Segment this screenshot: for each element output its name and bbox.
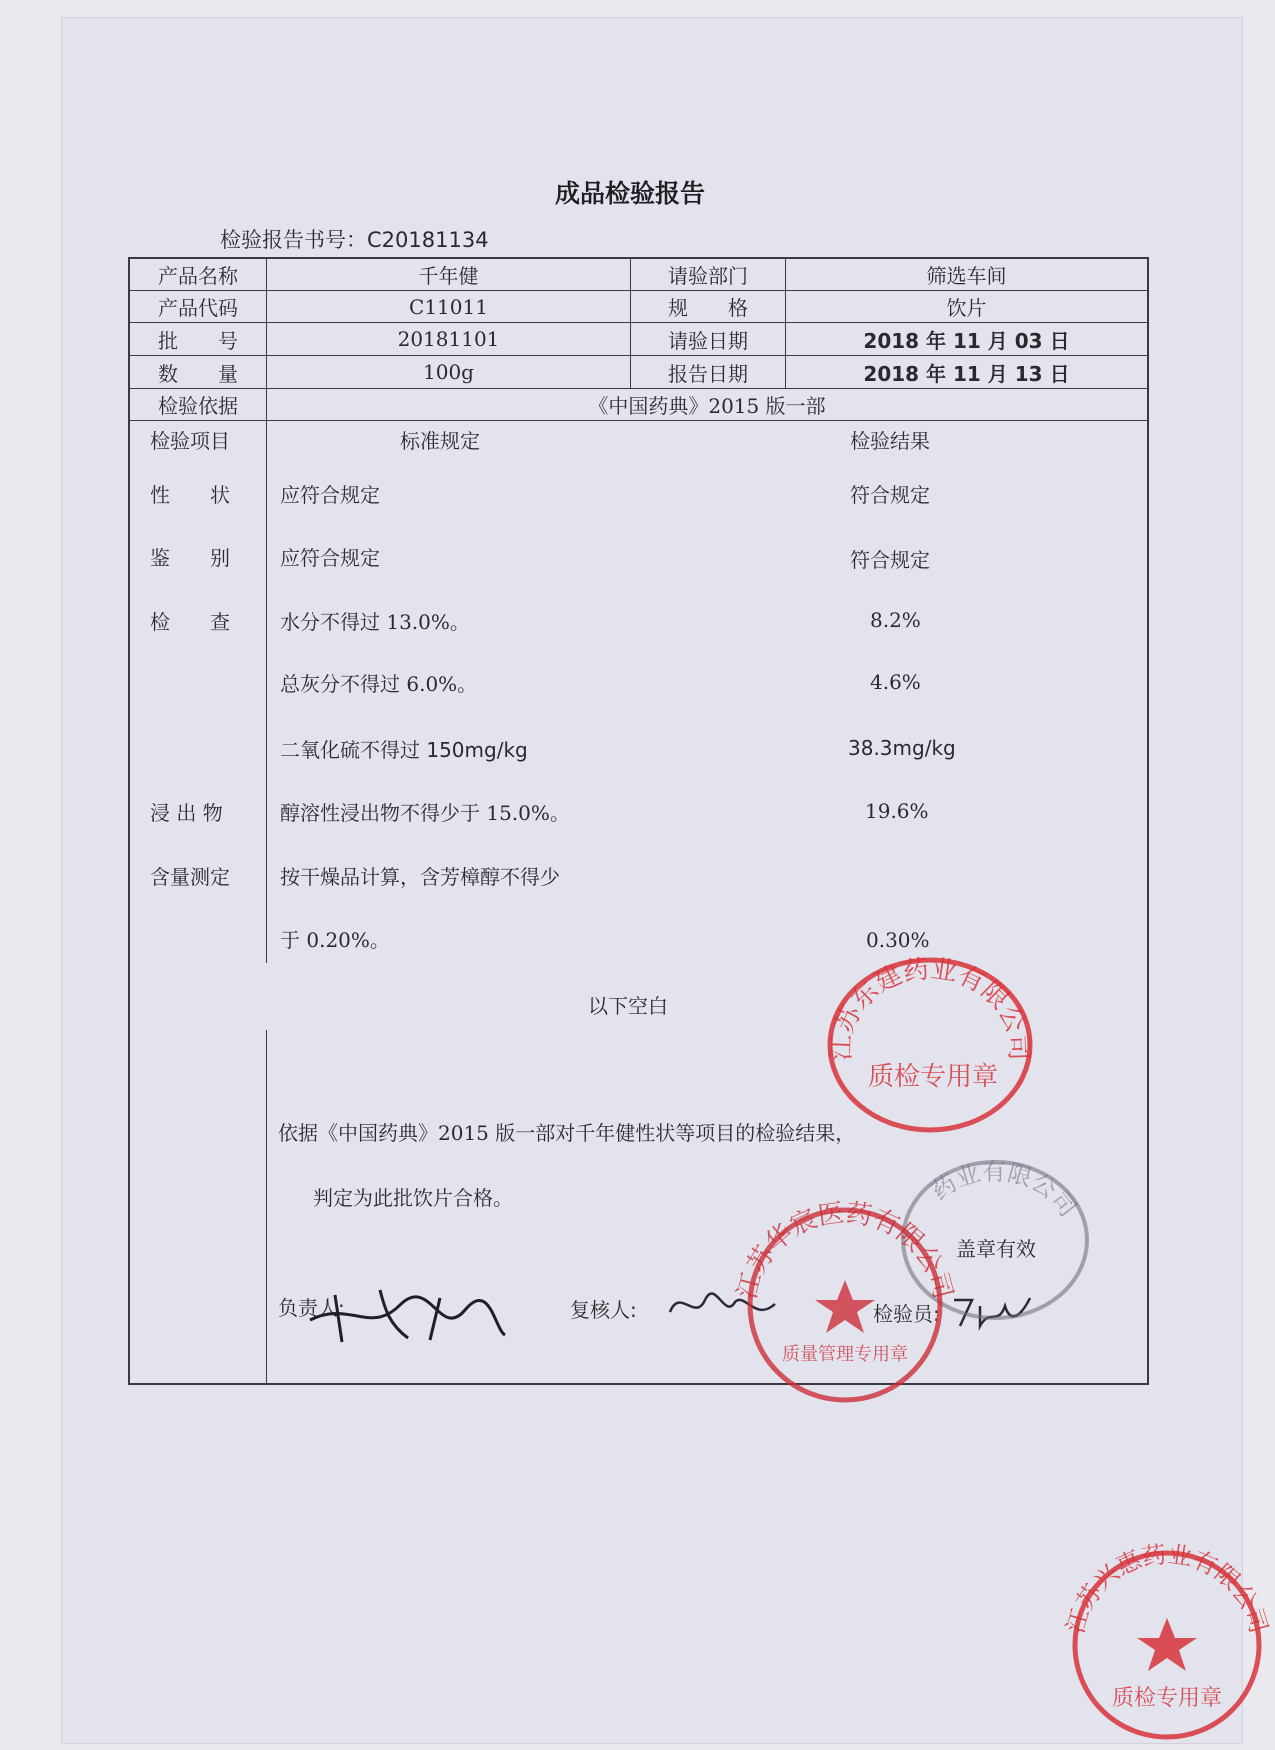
dept-value: 筛选车间 — [926, 264, 1007, 288]
test-standard: 按干燥品计算，含芳樟醇不得少 — [280, 865, 560, 889]
batch-value: 20181101 — [397, 327, 500, 351]
col-header-standard: 标准规定 — [400, 429, 480, 453]
qa-management-seal-icon — [730, 1200, 960, 1400]
responsible-signature — [290, 1280, 510, 1350]
test-item: 浸 出 物 — [150, 801, 223, 825]
quality-seal-icon — [815, 945, 1045, 1135]
test-standard: 应符合规定 — [280, 546, 380, 570]
test-result: 8.2% — [870, 608, 921, 632]
report-date-label: 报告日期 — [668, 361, 748, 386]
basis-label: 检验依据 — [158, 394, 238, 418]
inspector-label: 检验员: — [873, 1302, 940, 1326]
report-number — [220, 224, 489, 254]
report-number-label: 检验报告书号： — [220, 228, 367, 252]
test-standard: 水分不得过 13.0%。 — [280, 610, 470, 634]
test-item: 性 状 — [150, 483, 230, 507]
test-item: 鉴 别 — [150, 546, 230, 570]
test-result: 符合规定 — [850, 483, 930, 507]
code-label: 产品代码 — [158, 296, 238, 320]
col-header-item: 检验项目 — [150, 429, 230, 453]
responsible-label: 负责人: — [278, 1296, 345, 1320]
seal-2-outer-text: 江苏华宸医药有限公司 — [732, 1198, 958, 1303]
test-result: 4.6% — [870, 670, 921, 694]
col-header-result: 检验结果 — [850, 429, 930, 453]
seal-3-outer-text: 药业有限公司 — [926, 1157, 1083, 1223]
test-standard: 应符合规定 — [280, 483, 380, 507]
seal-1-inner-text: 质检专用章 — [867, 1062, 999, 1092]
test-result: 符合规定 — [850, 548, 930, 572]
test-result: 0.30% — [866, 928, 930, 952]
qty-value: 100g — [423, 360, 474, 384]
seal-1-outer-text: 江苏东建药业有限公司 — [826, 954, 1034, 1062]
test-item: 含量测定 — [150, 865, 230, 889]
test-result: 19.6% — [865, 799, 929, 823]
report-number-value: C20181134 — [367, 228, 489, 252]
product-name-label: 产品名称 — [158, 264, 238, 288]
bottom-quality-seal-icon — [1060, 1540, 1273, 1740]
seal-4-outer-text: 江苏兴惠药业有限公司 — [1061, 1540, 1273, 1637]
report-date-value: 2018 年 11 月 13 日 — [863, 361, 1070, 386]
svg-text:江苏东建药业有限公司 — [827, 954, 1034, 1061]
seal-4-inner-text: 质检专用章 — [1111, 1686, 1223, 1711]
request-date-label: 请验日期 — [668, 328, 748, 353]
code-value: C11011 — [409, 294, 488, 319]
spec-label: 规 格 — [668, 296, 748, 320]
test-result: 38.3mg/kg — [848, 736, 956, 760]
test-standard: 二氧化硫不得过 150mg/kg — [280, 738, 528, 762]
spec-value: 饮片 — [946, 296, 987, 320]
product-name-value: 千年健 — [418, 264, 479, 288]
seal-2-inner-text: 质量管理专用章 — [782, 1344, 908, 1365]
test-item: 检 查 — [150, 610, 230, 634]
test-standard: 醇溶性浸出物不得少于 15.0%。 — [280, 801, 570, 825]
report-title: 成品检验报告 — [555, 179, 706, 208]
conclusion-line2: 判定为此批饮片合格。 — [313, 1186, 513, 1210]
blank-note: 以下空白 — [588, 994, 668, 1018]
request-date-value: 2018 年 11 月 03 日 — [863, 328, 1070, 353]
reviewer-label: 复核人: — [570, 1298, 637, 1322]
basis-value: 《中国药典》2015 版一部 — [588, 394, 826, 418]
test-standard: 于 0.20%。 — [280, 928, 390, 952]
qty-label: 数 量 — [158, 361, 238, 386]
batch-label: 批 号 — [158, 328, 238, 353]
conclusion-line1: 依据《中国药典》2015 版一部对千年健性状等项目的检验结果， — [278, 1121, 856, 1145]
dept-label: 请验部门 — [668, 264, 748, 288]
test-standard: 总灰分不得过 6.0%。 — [280, 672, 478, 696]
stamp-valid-note: 盖章有效 — [956, 1237, 1036, 1261]
